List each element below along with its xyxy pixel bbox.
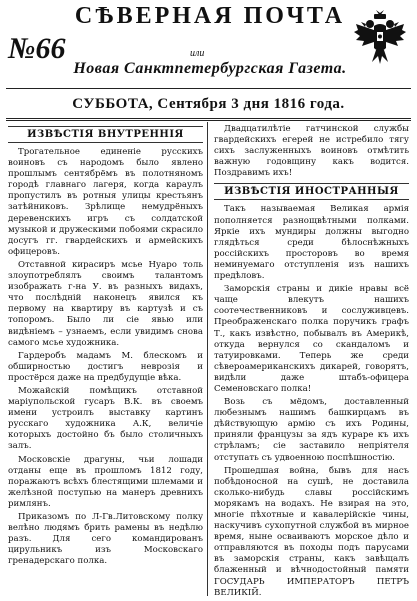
news-paragraph: Отставной кирасиръ мсье Нуаро толь злоупотреблялъ своимъ талантомъ изображать г-на У. въ разныхъ видахъ, что послѣдній наконецъ явился къ первому на квартиру въ картузѣ и съ топоромъ. Было ли сіе явью или видѣніемъ – узнаемъ, если увидимъ снова самого мсье художника. <box>8 259 203 348</box>
foreign-news-heading: ИЗВѢСТІЯ ИНОСТРАННЫЯ <box>214 183 409 200</box>
dateline: СУББОТА, Сентября 3 дня 1816 года. <box>72 96 345 112</box>
title-connector: или <box>190 48 205 59</box>
news-paragraph: Возь съ мёдомъ, доставленный любезнымъ нашимъ башкирцамъ въ дѣйствующую армію съ ихъ Родины, приняли французы за ядъ кураре къ ихъ стрѣламъ; сіе заставило непріятеля отступать съ удвоенною поспѣшностію. <box>214 397 409 463</box>
double-headed-eagle-icon <box>352 8 408 66</box>
news-paragraph: Московскіе драгуны, чьи лошади отданы еще въ прошломъ 1812 году, поражаютъ всѣхъ блестящими шлемами и желѣзной поступью на манеръ древнихъ римлянъ. <box>8 454 203 509</box>
dateline-rule <box>6 118 411 121</box>
news-paragraph: Заморскія страны и дикіе нравы всё чаще влекутъ нашихъ соотечественниковъ и сослуживцевъ. Преображенскаго полка поручикъ графъ Т., какъ извѣстно, побывалъ въ Америкѣ, откуда вернулся со скандаломъ и татуировками. Теперь же среди сѣвероамериканскихъ дикарей, говорятъ, видѣли даже штабъ-офицера Семеновскаго полка! <box>214 284 409 394</box>
news-paragraph: Прошедшая война, бывъ для насъ побѣдоносной на сушѣ, не доставила сколько-нибудь славы россійскимъ морякамъ на водахъ. Не взирая на это, многіе пѣхотные и кавалерійскіе чины, наскучивъ сухопутной службой въ мирное время, ныне осваиваютъ морское дѣло и отправляются въ походы подъ парусами въ заморскія страны, какъ завѣщалъ блаженный и вѣчнодостойный памяти ГОСУДАРЬ ИМПЕРАТОРЪ ПЕТРЪ ВЕЛИКІЙ. <box>214 465 409 598</box>
masthead-rule <box>6 88 411 89</box>
news-paragraph: Гардеробъ мадамъ М. блескомъ и обширностью достигъ неврозія и простёрся даже на предбудущіе вѣка. <box>8 350 203 383</box>
news-paragraph: Такъ называемая Великая армія пополняется разнощвѣтными полками. Яркіе ихъ мундиры должны выгодно глядѣться среди бѣлоснѣжныхъ россійскихъ просторовъ во время неминуемаго отступленія изъ нашихъ предѣловъ. <box>214 204 409 282</box>
news-paragraph: Двадцатилѣтіе гатчинской службы гвардейскихъ егерей не истребило тягу сихъ заслуженныхъ воиновъ отмѣтить важную годовщину какъ водится. Поздравимъ ихъ! <box>214 124 409 179</box>
news-paragraph: Можайскій помѣщикъ отставной маріупольской гусаръ В.К. въ своемъ имени устроилъ выставку картинъ русскаго художника А.К, величіе которыхъ достойно бъ было столичныхъ залъ. <box>8 385 203 452</box>
news-paragraph: Приказомъ по Л-Гв.Литовскому полку велѣно людямъ брить рамены въ недѣлю разъ. Для сего командированъ цирульникъ изъ Московскаго гренадерскаго полка. <box>8 512 203 567</box>
column-divider <box>207 122 208 596</box>
newspaper-subtitle: Новая Санктпетербургская Газета. <box>73 60 347 77</box>
domestic-news-heading: ИЗВѢСТІЯ ВНУТРЕННІЯ <box>8 126 203 143</box>
left-column <box>8 124 203 569</box>
issue-number: №66 <box>8 32 66 65</box>
newspaper-title: СѢВЕРНАЯ ПОЧТА <box>74 3 346 29</box>
news-paragraph: Трогательное единеніе русскихъ воиновъ съ народомъ было явлено прошлымъ сентябрёмъ въ полотняномъ городѣ главнаго лагеря, когда караулъ пропустилъ въ ротныя улицы крестьянъ затѣйниковъ. Зрѣлище немудрёныхъ деревенскихъ игръ съ солдатской музыкой и дружескими побоями скрасило досугъ гг. гвардейскихъ и армейскихъ офицеровъ. <box>8 147 203 257</box>
right-column <box>214 124 409 601</box>
